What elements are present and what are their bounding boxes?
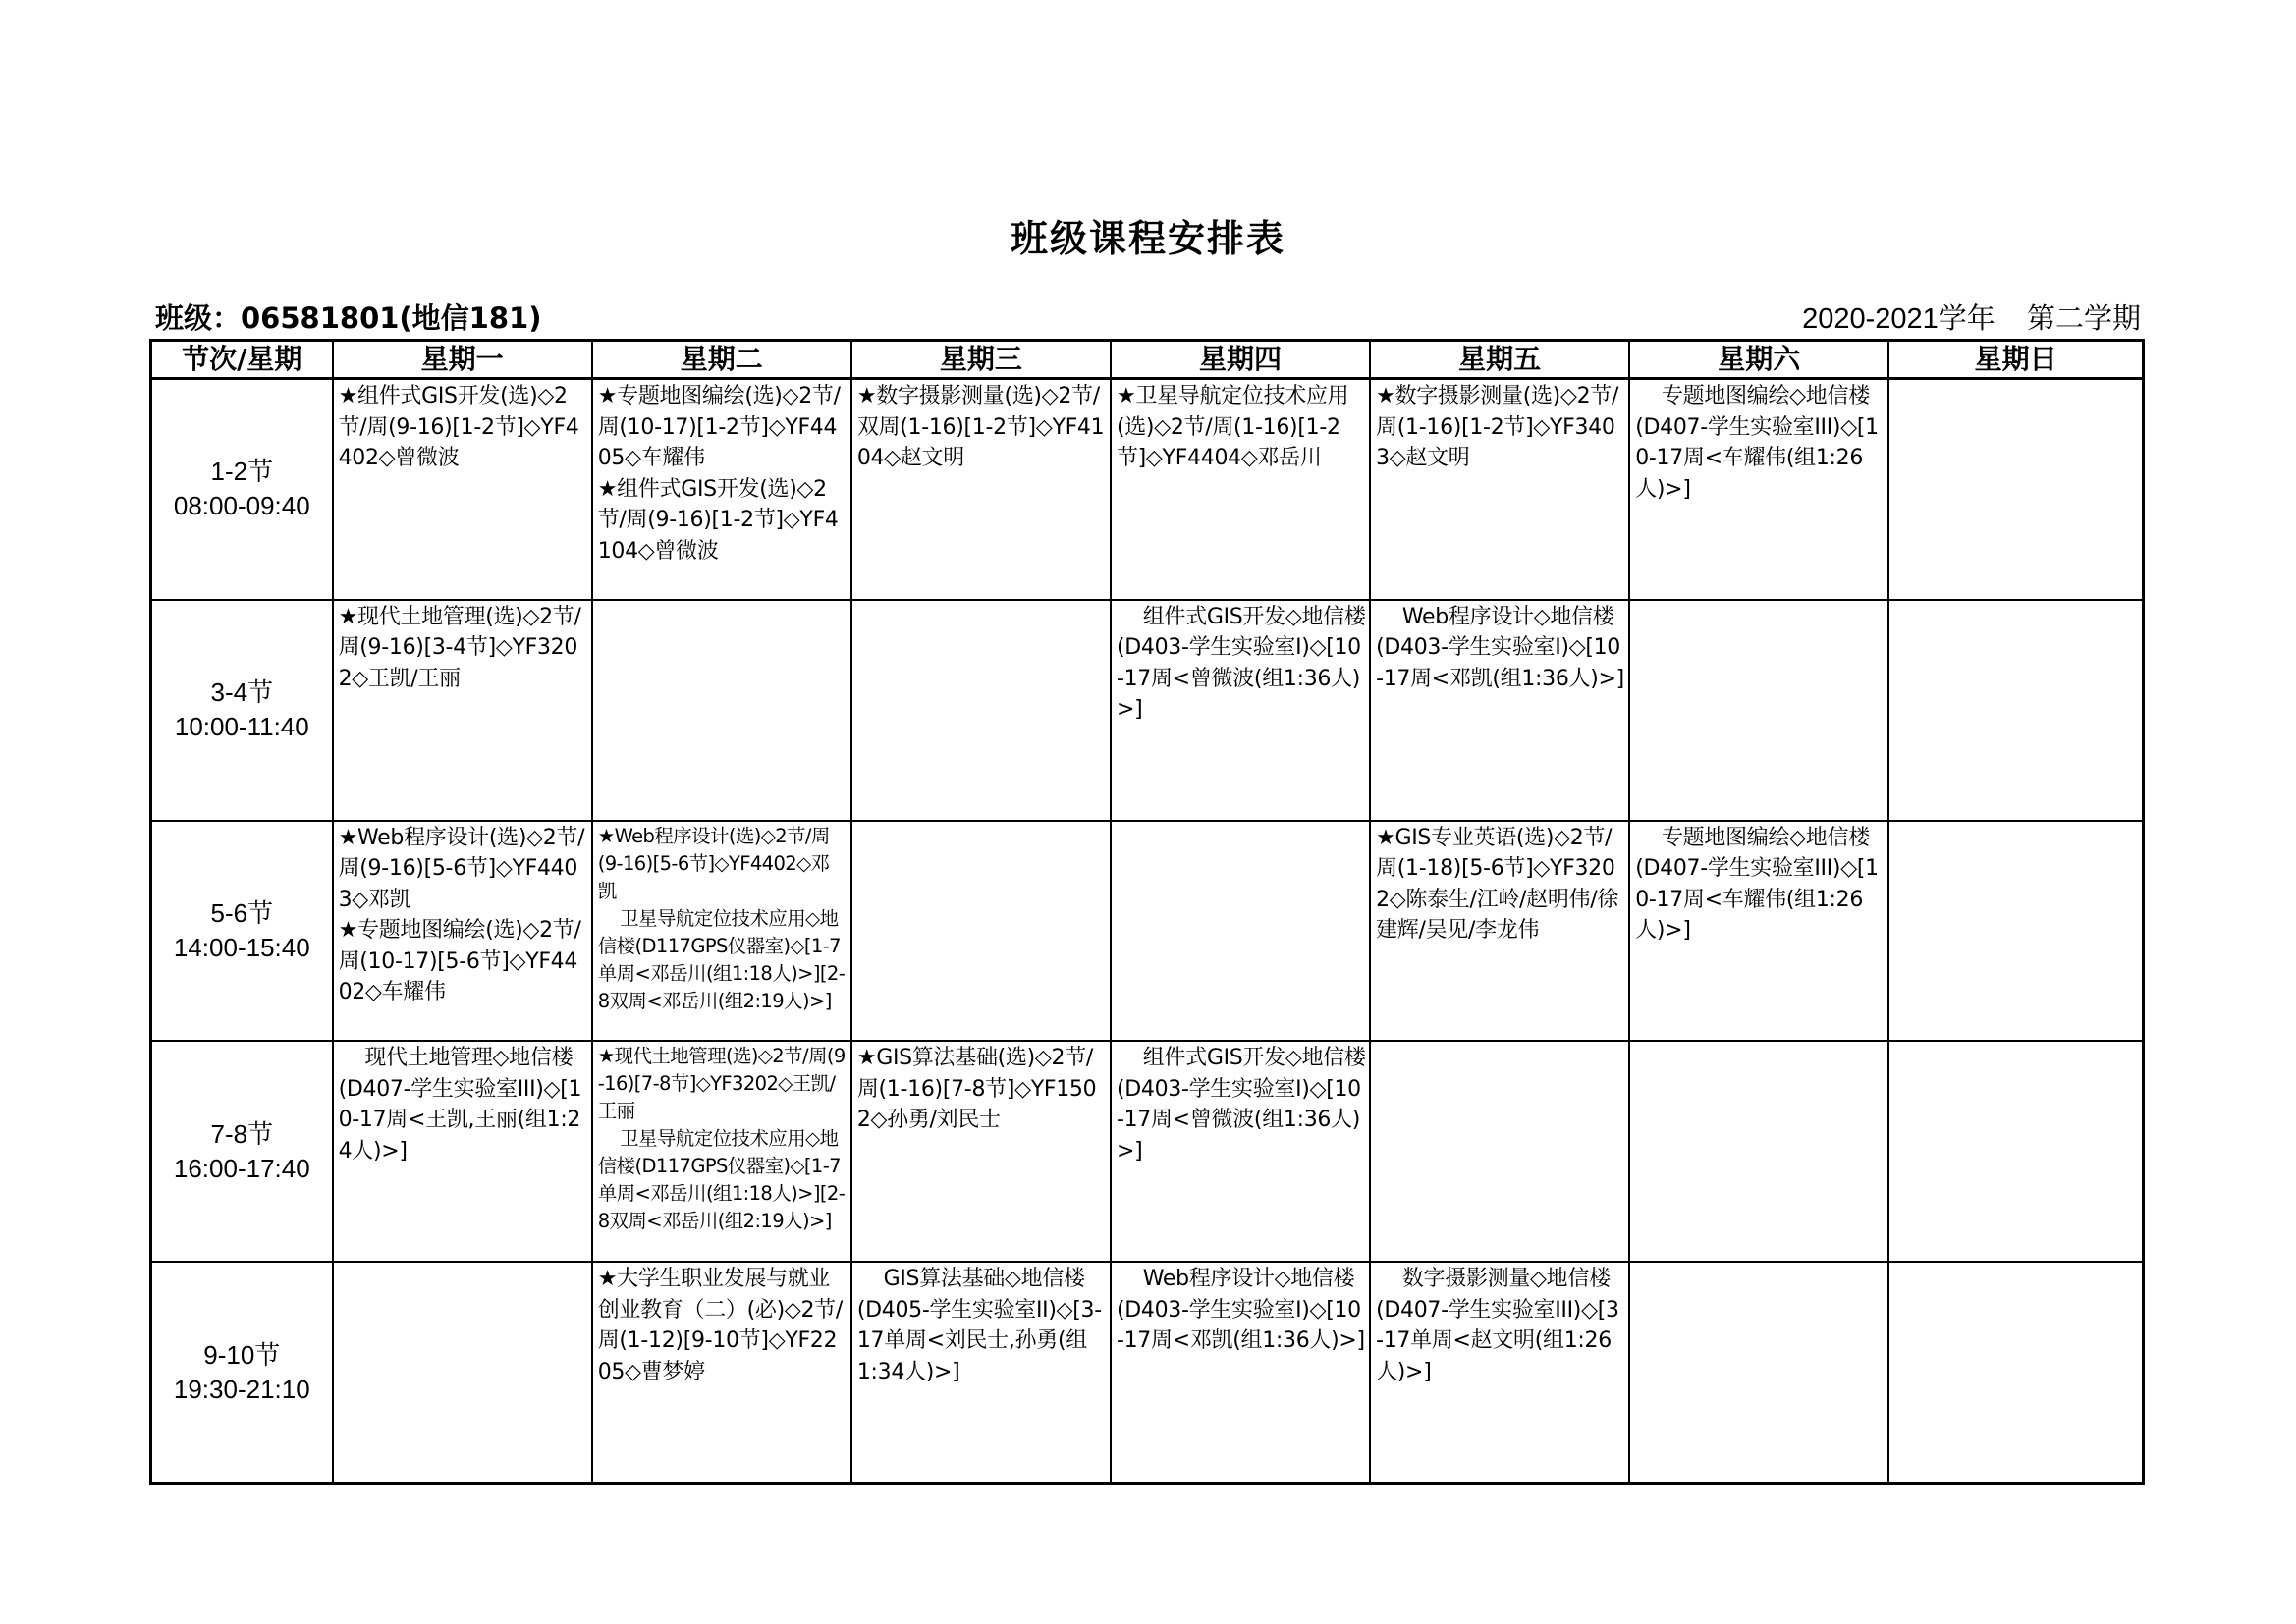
course-text: ★大学生职业发展与就业创业教育（二）(必)◇2节/周(1-12)[9-10节]◇YF2205◇曹梦婷 [597,1267,843,1384]
course-text: 专题地图编绘◇地信楼(D407-学生实验室III)◇[10-17周<车耀伟(组1:26人)>] [1635,384,1879,502]
period-cell [151,1041,333,1262]
course-text [1112,822,1369,823]
table-row [151,1041,2144,1262]
course-cell-mon [333,1041,592,1262]
table-row [151,821,2144,1042]
header-wed: 星期三 [851,341,1111,379]
course-text: GIS算法基础◇地信楼(D405-学生实验室II)◇[3-17单周<刘民士,孙勇(组1:34人)>] [856,1267,1102,1384]
course-text: ★专题地图编绘(选)◇2节/周(10-17)[1-2节]◇YF4405◇车耀伟 ★组件式GIS开发(选)◇2节/周(9-16)[1-2节]◇YF4104◇曾微波 [597,384,841,564]
course-cell-fri [1370,600,1629,821]
course-text [1630,601,1887,602]
header-thu: 星期四 [1111,341,1370,379]
table-row [151,1262,2144,1483]
course-text: Web程序设计◇地信楼(D403-学生实验室Ⅰ)◇[10-17周<邓凯(组1:36人)>] [1376,604,1624,691]
course-text: Web程序设计◇地信楼(D403-学生实验室Ⅰ)◇[10-17周<邓凯(组1:36人)>] [1116,1267,1365,1354]
course-text: 数字摄影测量◇地信楼(D407-学生实验室III)◇[3-17单周<赵文明(组1:26人)>] [1376,1267,1619,1384]
course-cell-fri [1370,821,1629,1042]
course-cell-tue [592,1262,851,1483]
course-cell-wed [851,379,1111,600]
schedule-table [149,339,2145,1485]
course-cell-tue [592,600,851,821]
period-time: 10:00-11:40 [174,712,309,742]
course-text: ★GIS专业英语(选)◇2节/周(1-18)[5-6节]◇YF3202◇陈泰生/江岭/赵明伟/徐建辉/吴见/李龙伟 [1376,825,1619,944]
period-time: 08:00-09:40 [173,491,310,521]
course-cell-sun [1888,821,2143,1042]
course-text: ★Web程序设计(选)◇2节/周(9-16)[5-6节]◇YF4403◇邓凯 ★专题地图编绘(选)◇2节/周(10-17)[5-6节]◇YF4402◇车耀伟 [338,825,585,1005]
course-cell-fri [1370,379,1629,600]
course-cell-sat [1629,1262,1888,1483]
course-text: ★数字摄影测量(选)◇2节/周(1-16)[1-2节]◇YF3403◇赵文明 [1376,384,1619,470]
course-text: ★组件式GIS开发(选)◇2节/周(9-16)[1-2节]◇YF4402◇曾微波 [338,384,579,470]
course-text [852,822,1110,823]
table-row [151,379,2144,600]
course-text: 现代土地管理◇地信楼(D407-学生实验室III)◇[10-17周<王凯,王丽(组1:24人)>] [338,1046,582,1164]
course-text [1371,1042,1628,1043]
course-cell-fri [1370,1041,1629,1262]
period-cell [151,379,333,600]
period-cell [151,821,333,1042]
course-text: ★数字摄影测量(选)◇2节/双周(1-16)[1-2节]◇YF4104◇赵文明 [856,384,1105,470]
course-cell-mon [333,821,592,1042]
course-cell-tue [592,821,851,1042]
course-text: ★现代土地管理(选)◇2节/周(9-16)[7-8节]◇YF3202◇王凯/王丽 卫星导航定位技术应用◇地信楼(D117GPS仪器室)◇[1-7单周<邓岳川(组1:18人)>][2-8双周<邓岳川(组2:19人)>] [597,1045,846,1233]
course-text [334,1263,591,1264]
course-cell-wed [851,600,1111,821]
course-text [1889,380,2142,381]
period-time: 16:00-17:40 [173,1153,310,1183]
course-cell-thu [1111,600,1370,821]
period-label: 1-2节 [210,457,274,487]
period-cell [151,600,333,821]
course-text [593,601,850,602]
course-text: 专题地图编绘◇地信楼(D407-学生实验室III)◇[10-17周<车耀伟(组1:26人)>] [1635,825,1879,944]
course-cell-sun [1888,379,2143,600]
page-title: 班级课程安排表 [1010,217,1285,260]
course-cell-sat [1629,821,1888,1042]
course-cell-wed [851,821,1111,1042]
course-text: ★卫星导航定位技术应用(选)◇2节/周(1-16)[1-2节]◇YF4404◇邓岳川 [1116,384,1349,470]
class-label: 班级：06581801(地信181) [155,301,542,335]
course-cell-thu [1111,1041,1370,1262]
course-cell-mon [333,600,592,821]
course-cell-tue [592,379,851,600]
course-cell-sun [1888,1041,2143,1262]
header-sun: 星期日 [1888,341,2143,379]
period-label: 5-6节 [210,897,274,928]
course-cell-wed [851,1041,1111,1262]
period-time: 19:30-21:10 [173,1374,310,1404]
course-cell-sat [1629,1041,1888,1262]
table-row [151,600,2144,821]
course-cell-thu [1111,379,1370,600]
header-mon: 星期一 [333,341,592,379]
course-cell-sun [1888,600,2143,821]
course-text [1889,1263,2142,1264]
course-cell-mon [333,379,592,600]
period-label: 7-8节 [210,1118,274,1149]
course-cell-thu [1111,821,1370,1042]
course-text: ★Web程序设计(选)◇2节/周(9-16)[5-6节]◇YF4402◇邓凯 卫星导航定位技术应用◇地信楼(D117GPS仪器室)◇[1-7单周<邓岳川(组1:18人)>][2-8双周<邓岳川(组2:19人)>] [597,824,846,1012]
header-period: 节次/星期 [151,341,333,379]
period-label: 9-10节 [203,1339,281,1370]
course-cell-sun [1888,1262,2143,1483]
course-text: 组件式GIS开发◇地信楼(D403-学生实验室Ⅰ)◇[10-17周<曾微波(组1:36人)>] [1116,1046,1366,1164]
period-time: 14:00-15:40 [173,932,310,962]
course-text [1889,1042,2142,1043]
course-cell-sat [1629,600,1888,821]
course-cell-fri [1370,1262,1629,1483]
term-label: 2020-2021学年 第二学期 [1802,303,2141,335]
header-sat: 星期六 [1629,341,1888,379]
period-label: 3-4节 [210,677,274,708]
course-text [852,601,1110,602]
header-row [151,341,2144,379]
course-text [1889,601,2142,602]
course-cell-wed [851,1262,1111,1483]
course-text: 组件式GIS开发◇地信楼(D403-学生实验室Ⅰ)◇[10-17周<曾微波(组1:36人)>] [1116,604,1366,723]
course-text [1630,1263,1887,1264]
course-cell-sat [1629,379,1888,600]
course-text [1630,1042,1887,1043]
course-cell-thu [1111,1262,1370,1483]
header-fri: 星期五 [1370,341,1629,379]
course-text: ★GIS算法基础(选)◇2节/周(1-16)[7-8节]◇YF1502◇孙勇/刘民士 [856,1046,1097,1133]
course-cell-tue [592,1041,851,1262]
course-cell-mon [333,1262,592,1483]
course-text: ★现代土地管理(选)◇2节/周(9-16)[3-4节]◇YF3202◇王凯/王丽 [338,604,581,691]
course-text [1889,822,2142,823]
period-cell [151,1262,333,1483]
header-tue: 星期二 [592,341,851,379]
